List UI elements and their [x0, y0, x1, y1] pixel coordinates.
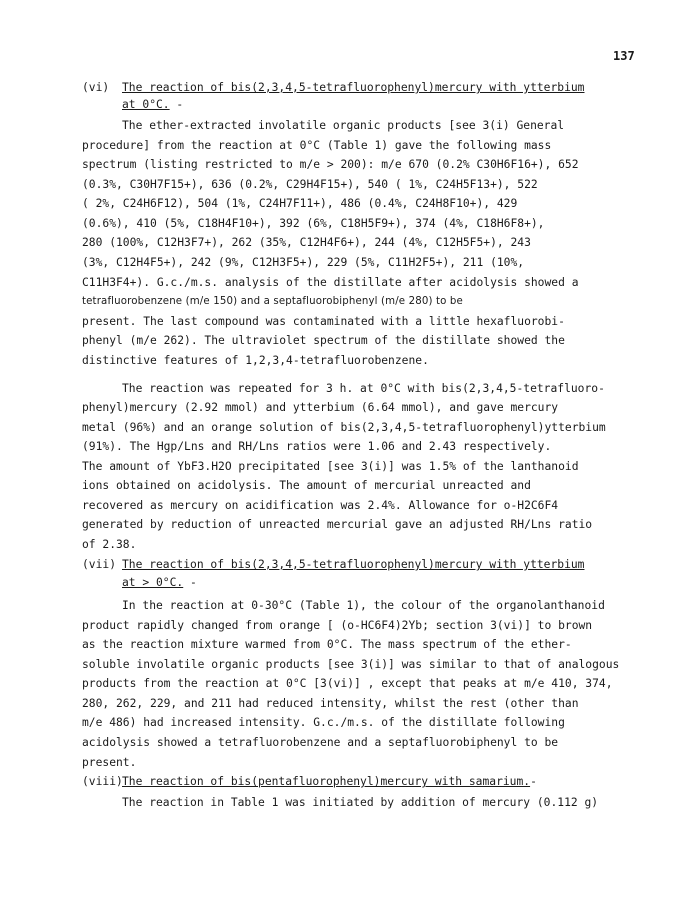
- para1-line13: distinctive features of 1,2,3,4-tetrafluorobenzene.: [82, 354, 429, 367]
- section-vi-title-line2: at 0°C.: [122, 98, 170, 111]
- section-vi-number: (vi): [82, 81, 110, 94]
- para3-line6: 280, 262, 229, and 211 had reduced intensity, whilst the rest (other than: [82, 697, 579, 710]
- para1-line1: The ether-extracted involatile organic products [see 3(i) General: [122, 119, 565, 132]
- para2-line4: (91%). The Hgp/Lns and RH/Lns ratios were 1.06 and 2.43 respectively.: [82, 440, 552, 453]
- para2-line9: of 2.38.: [82, 538, 137, 551]
- para3-line5: products from the reaction at 0°C [3(vi)] , except that peaks at m/e 410, 374,: [82, 677, 613, 690]
- para1-line3: spectrum (listing restricted to m/e > 200): m/e 670 (0.2% C30H6F16+), 652: [82, 158, 579, 171]
- section-vi-heading: [82, 81, 585, 95]
- section-viii-dash: -: [530, 775, 537, 788]
- para3-line4: soluble involatile organic products [see 3(i)] was similar to that of analogous: [82, 658, 620, 671]
- section-vi-heading-cont: [122, 98, 183, 112]
- section-vii-title-line1: The reaction of bis(2,3,4,5-tetrafluorophenyl)mercury with ytterbium: [122, 558, 585, 571]
- section-vii-heading: [82, 558, 585, 572]
- section-viii-heading: [82, 775, 537, 789]
- section-vii-number: (vii): [82, 558, 117, 571]
- para3-line2: product rapidly changed from orange [ (o-HC6F4)2Yb; section 3(vi)] to brown: [82, 619, 593, 632]
- para1-line7: 280 (100%, C12H3F7+), 262 (35%, C12H4F6+), 244 (4%, C12H5F5+), 243: [82, 236, 531, 249]
- para1-line2: procedure] from the reaction at 0°C (Table 1) gave the following mass: [82, 139, 552, 152]
- para2-line8: generated by reduction of unreacted mercurial gave an adjusted RH/Lns ratio: [82, 518, 593, 531]
- para4-line1: The reaction in Table 1 was initiated by addition of mercury (0.112 g): [122, 796, 599, 809]
- para1-line11: present. The last compound was contaminated with a little hexafluorobi-: [82, 315, 565, 328]
- section-vii-heading-cont: [122, 576, 197, 590]
- para3-line1: In the reaction at 0-30°C (Table 1), the colour of the organolanthanoid: [122, 599, 605, 612]
- section-vi-title-line1: The reaction of bis(2,3,4,5-tetrafluorophenyl)mercury with ytterbium: [122, 81, 585, 94]
- para1-line10: tetrafluorobenzene (m/e 150) and a septafluorobiphenyl (m/e 280) to be: [82, 296, 463, 307]
- para3-line8: acidolysis showed a tetrafluorobenzene and a septafluorobiphenyl to be: [82, 736, 559, 749]
- para2-line1: The reaction was repeated for 3 h. at 0°C with bis(2,3,4,5-tetrafluoro-: [122, 382, 605, 395]
- section-vii-title-line2: at > 0°C.: [122, 576, 184, 589]
- para2-line3: metal (96%) and an orange solution of bis(2,3,4,5-tetrafluorophenyl)ytterbium: [82, 421, 606, 434]
- para2-line5: The amount of YbF3.H2O precipitated [see 3(i)] was 1.5% of the lanthanoid: [82, 460, 579, 473]
- para3-line7: m/e 486) had increased intensity. G.c./m.s. of the distillate following: [82, 716, 565, 729]
- section-vi-dash: -: [169, 98, 184, 111]
- para2-line6: ions obtained on acidolysis. The amount of mercurial unreacted and: [82, 479, 531, 492]
- para1-line12: phenyl (m/e 262). The ultraviolet spectrum of the distillate showed the: [82, 334, 565, 347]
- para3-line9: present.: [82, 756, 137, 769]
- page-number: 137: [613, 49, 635, 63]
- section-vii-dash: -: [183, 576, 197, 589]
- para1-line4: (0.3%, C30H7F15+), 636 (0.2%, C29H4F15+), 540 ( 1%, C24H5F13+), 522: [82, 178, 538, 191]
- para3-line3: as the reaction mixture warmed from 0°C. The mass spectrum of the ether-: [82, 638, 572, 651]
- section-viii-title: The reaction of bis(pentafluorophenyl)mercury with samarium.: [122, 775, 531, 788]
- para2-line2: phenyl)mercury (2.92 mmol) and ytterbium (6.64 mmol), and gave mercury: [82, 401, 559, 414]
- para2-line7: recovered as mercury on acidification was 2.4%. Allowance for o-H2C6F4: [82, 499, 559, 512]
- para1-line6: (0.6%), 410 (5%, C18H4F10+), 392 (6%, C18H5F9+), 374 (4%, C18H6F8+),: [82, 217, 545, 230]
- para1-line8: (3%, C12H4F5+), 242 (9%, C12H3F5+), 229 (5%, C11H2F5+), 211 (10%,: [82, 256, 525, 269]
- para1-line9: C11H3F4+). G.c./m.s. analysis of the distillate after acidolysis showed a: [82, 276, 579, 289]
- section-viii-number: (viii): [82, 775, 123, 788]
- para1-line5: ( 2%, C24H6F12), 504 (1%, C24H7F11+), 486 (0.4%, C24H8F10+), 429: [82, 197, 518, 210]
